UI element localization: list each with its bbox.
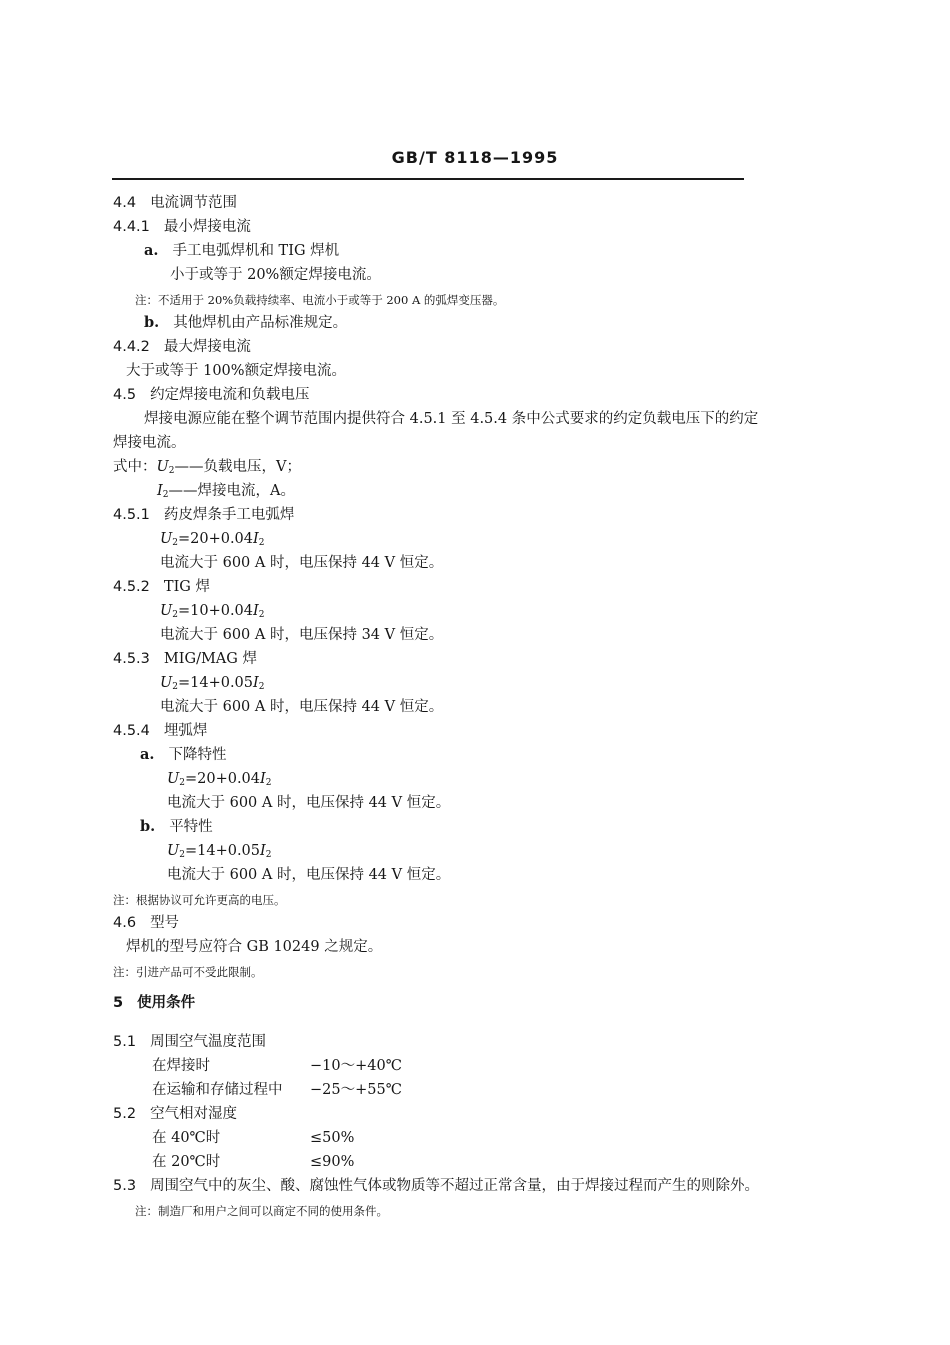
- formula-4-5-3: $U_2=14+0.05I_2$: [160, 675, 265, 692]
- humidity-row-20: 在 20℃时 ≤90%: [152, 1154, 355, 1170]
- header-rule: [112, 178, 744, 180]
- limit-4-5-2: 电流大于 600 A 时，电压保持 34 V 恒定。: [160, 627, 444, 643]
- item-4-4-1-a-body: 小于或等于 20%额定焊接电流。: [170, 267, 381, 283]
- section-4-4-2: 4.4.2 最大焊接电流: [113, 339, 251, 355]
- note-4-5-4: 注：根据协议可允许更高的电压。: [113, 893, 286, 907]
- section-5: 5 使用条件: [113, 994, 196, 1011]
- section-4-5-1: 4.5.1 药皮焊条手工电弧焊: [113, 507, 295, 523]
- formula-4-5-1: $U_2=20+0.04I_2$: [160, 531, 265, 548]
- section-5-2: 5.2 空气相对湿度: [113, 1106, 238, 1122]
- section-4-6-body: 焊机的型号应符合 GB 10249 之规定。: [126, 939, 383, 955]
- section-4-4: 4.4 电流调节范围: [113, 195, 238, 211]
- page-header: GB/T 8118—1995: [391, 148, 559, 167]
- section-4-5-body-line2: 焊接电流。: [113, 435, 186, 451]
- note-4-6: 注：引进产品可不受此限制。: [113, 965, 263, 979]
- section-4-5-3: 4.5.3 MIG/MAG 焊: [113, 651, 257, 667]
- section-5-3: 5.3 周围空气中的灰尘、酸、腐蚀性气体或物质等不超过正常含量，由于焊接过程而产生的则除外。: [113, 1178, 760, 1194]
- note-4-4-1: 注：不适用于 20%负载持续率、电流小于或等于 200 A 的弧焊变压器。: [135, 293, 505, 307]
- formula-4-5-4-b: $U_2=14+0.05I_2$: [167, 843, 272, 860]
- section-4-5-body-line1: 焊接电源应能在整个调节范围内提供符合 4.5.1 至 4.5.4 条中公式要求的约定负载电压下的约定: [144, 411, 759, 427]
- section-4-5-4: 4.5.4 埋弧焊: [113, 723, 208, 739]
- note-5-3: 注：制造厂和用户之间可以商定不同的使用条件。: [135, 1204, 388, 1218]
- item-4-4-1-b: b. 其他焊机由产品标准规定。: [144, 314, 348, 331]
- limit-4-5-4-a: 电流大于 600 A 时，电压保持 44 V 恒定。: [167, 795, 451, 811]
- temp-row-welding: 在焊接时 −10～+40℃: [152, 1058, 402, 1074]
- item-4-4-1-a: a. 手工电弧焊机和 TIG 焊机: [144, 242, 340, 259]
- where-i: $I_2——$焊接电流，A。: [157, 483, 295, 500]
- section-4-4-1: 4.4.1 最小焊接电流: [113, 219, 251, 235]
- section-4-5-2: 4.5.2 TIG 焊: [113, 579, 210, 595]
- section-4-6: 4.6 型号: [113, 915, 180, 931]
- limit-4-5-4-b: 电流大于 600 A 时，电压保持 44 V 恒定。: [167, 867, 451, 883]
- limit-4-5-1: 电流大于 600 A 时，电压保持 44 V 恒定。: [160, 555, 444, 571]
- formula-4-5-4-a: $U_2=20+0.04I_2$: [167, 771, 272, 788]
- item-4-5-4-a: a. 下降特性: [140, 746, 227, 763]
- item-4-5-4-b: b. 平特性: [140, 818, 213, 835]
- temp-row-transport: 在运输和存储过程中 −25～+55℃: [152, 1082, 402, 1098]
- section-4-5: 4.5 约定焊接电流和负载电压: [113, 387, 310, 403]
- humidity-row-40: 在 40℃时 ≤50%: [152, 1130, 355, 1146]
- formula-4-5-2: $U_2=10+0.04I_2$: [160, 603, 265, 620]
- limit-4-5-3: 电流大于 600 A 时，电压保持 44 V 恒定。: [160, 699, 444, 715]
- section-4-4-2-body: 大于或等于 100%额定焊接电流。: [126, 363, 347, 379]
- section-5-1: 5.1 周围空气温度范围: [113, 1034, 267, 1050]
- where-u: 式中：$U_2——$负载电压，V；: [113, 459, 301, 476]
